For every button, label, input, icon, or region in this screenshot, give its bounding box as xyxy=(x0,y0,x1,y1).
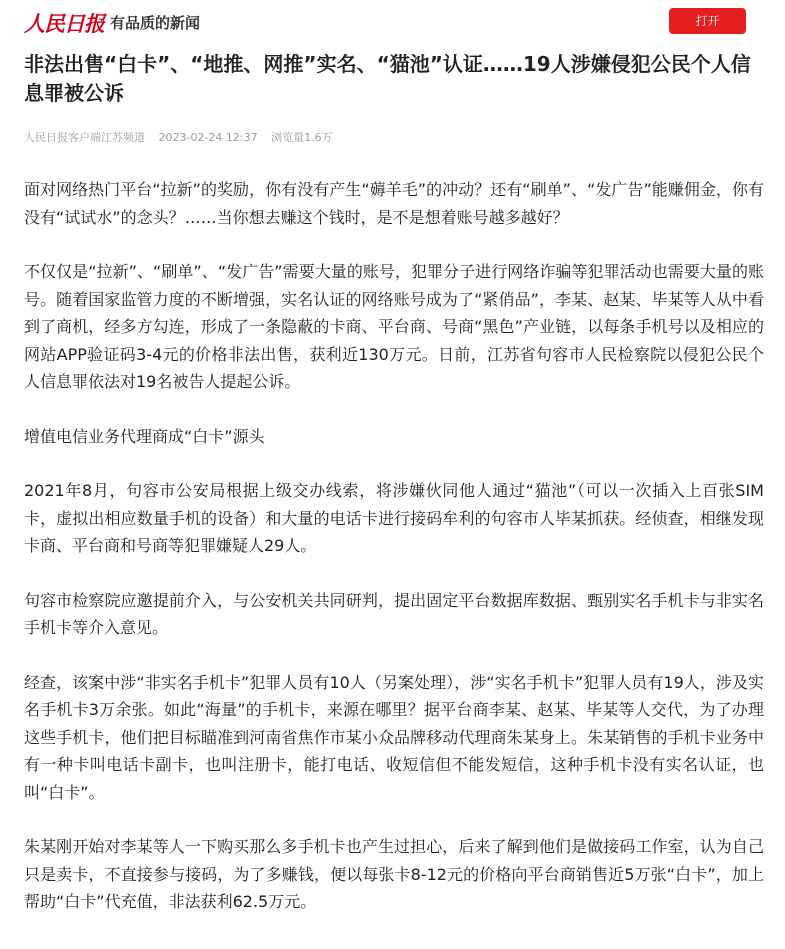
article-title: 非法出售“白卡”、“地推、网推”实名、“猫池”认证……19人涉嫌侵犯公民个人信息罪被公诉 xyxy=(24,52,751,105)
article-paragraph: 2021年8月，句容市公安局根据上级交办线索，将涉嫌伙同他人通过“猫池”（可以一次插入上百张SIM卡，虚拟出相应数量手机的设备）和大量的电话卡进行接码牟利的句容市人毕某抓获。经侦查，相继发现卡商、平台商和号商等犯罪嫌疑人29人。 xyxy=(24,481,764,555)
article-paragraph: 经查，该案中涉“非实名手机卡”犯罪人员有10人（另案处理），涉“实名手机卡”犯罪人员有19人，涉及实名手机卡3万余张。如此“海量”的手机卡，来源在哪里？据平台商李某、赵某、毕某等人交代，为了办理这些手机卡，他们把目标瞄准到河南省焦作市某小众品牌移动代理商朱某身上。朱某销售的手机卡业务中有一种卡叫电话卡副卡，也叫注册卡，能打电话、收短信但不能发短信，这种手机卡没有实名认证，也叫“白卡”。 xyxy=(24,672,764,802)
article-paragraph: 句容市检察院应邀提前介入，与公安机关共同研判，提出固定平台数据库数据、甄别实名手机卡与非实名手机卡等介入意见。 xyxy=(24,590,764,637)
section-heading: 增值电信业务代理商成“白卡”源头 xyxy=(24,426,265,446)
slogan: 有品质的新闻 xyxy=(110,14,201,32)
article-views: 浏览量1.6万 xyxy=(271,131,333,144)
article-source: 人民日报客户端江苏频道 xyxy=(24,131,145,144)
article-paragraph: 朱某刚开始对李某等人一下购买那么多手机卡也产生过担心，后来了解到他们是做接码工作室，认为自己只是卖卡，不直接参与接码，为了多赚钱，便以每张卡8-12元的价格向平台商销售近5万张“白卡”，加上帮助“白卡”代充值，非法获利62.5万元。 xyxy=(24,837,764,911)
top-bar xyxy=(0,0,785,44)
open-app-button[interactable]: 打开 xyxy=(669,8,746,34)
article-paragraph: 面对网络热门平台“拉新”的奖励，你有没有产生“薅羊毛”的冲动？还有“刷单”、“发广告”能赚佣金，你有没有“试试水”的念头？……当你想去赚这个钱时，是不是想着账号越多越好？ xyxy=(24,180,764,227)
article-meta xyxy=(24,129,343,145)
article-paragraph: 不仅仅是“拉新”、“刷单”、“发广告”需要大量的账号，犯罪分子进行网络诈骗等犯罪活动也需要大量的账号。随着国家监管力度的不断增强，实名认证的网络账号成为了“紧俏品”，李某、赵某、毕某等人从中看到了商机，经多方勾连，形成了一条隐蔽的卡商、平台商、号商“黑色”产业链，以每条手机号以及相应的网站APP验证码3-4元的价格非法出售，获利近130万元。日前，江苏省句容市人民检察院以侵犯公民个人信息罪依法对19名被告人提起公诉。 xyxy=(24,262,764,391)
article-body xyxy=(24,176,764,943)
article-date: 2023-02-24 12:37 xyxy=(158,131,258,144)
people-daily-logo[interactable]: 人民日报 xyxy=(24,11,104,36)
